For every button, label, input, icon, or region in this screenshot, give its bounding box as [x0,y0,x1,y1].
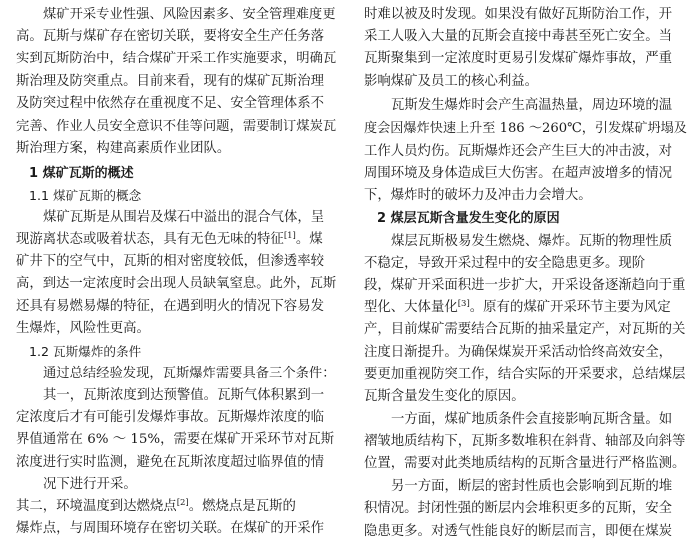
text-line [16,138,336,160]
line-text: 界值通常在 6% ～ 15%，需要在煤矿开采环节对瓦斯 [16,432,335,447]
text-line [391,231,687,253]
citation-ref: [2] [176,497,189,508]
line-text: 瓦斯聚集到一定浓度时更易引发煤矿爆炸事故，严重 [364,51,672,66]
line-text: 1.2 瓦斯爆炸的条件 [29,344,142,359]
line-text: 注度日渐提升。为确保煤炭开采活动恰终高效安全， [364,345,672,360]
line-text: 现游离状态或吸着状态，具有无色无味的特征 [16,232,284,247]
text-line [391,409,687,431]
text-line [364,48,687,70]
line-text: 影响煤矿及员工的核心利益。 [364,74,539,89]
text-line [16,452,336,474]
text-line [16,296,336,318]
text-line [364,342,687,364]
line-text: 煤层瓦斯极易发生燃烧、爆炸。瓦斯的物理性质 [391,234,673,249]
line-text: 完善、作业人员安全意识不佳等问题，需要制订煤炭瓦 [16,119,336,134]
line-text: 工作人员灼伤。瓦斯爆炸还会产生巨大的冲击波，对 [364,144,672,159]
text-line [16,26,336,48]
line-text: 高，到达一定浓度时会出现人员缺氧窒息。此外，瓦斯 [16,276,336,291]
line-text: 隐患更多。对透气性能良好的断层而言，即便在煤炭 [364,524,672,539]
text-line [16,116,336,138]
line-text: 不稳定，导致开采过程中的安全隐患更多。现阶 [364,256,646,271]
text-line [364,521,687,543]
line-text: 斯治理及防突重点。目前来看，现有的煤矿瓦斯治理 [16,74,324,89]
line-text: 其二，环境温度到达燃烧点 [16,499,177,514]
line-text: 下，爆炸时的破坏力及冲击力会增大。 [364,188,592,203]
line-text: 矿井下的空气中，瓦斯的相对密度较低，但渗透率较 [16,254,324,269]
text-line [16,407,336,429]
section-heading [377,208,687,230]
line-text-tail: 。原有的煤矿开采环节主要为风定 [469,300,671,315]
line-text: 一方面，煤矿地质条件会直接影响瓦斯含量。如 [391,412,673,427]
text-line [364,364,687,386]
text-line [43,385,336,407]
text-line [16,251,336,273]
line-text: 实到瓦斯防治中，结合煤矿开采工作实施要求，明确瓦 [16,51,336,66]
text-line [16,273,336,295]
text-line [391,476,687,498]
line-text: 度会因爆炸快速上升至 186 ～260℃，引发煤矿坍塌及 [364,121,687,136]
line-text: 煤矿开采专业性强、风险因素多、安全管理难度更 [43,7,336,22]
text-line [364,4,687,26]
line-text: 定浓度后才有可能引发爆炸事故。瓦斯爆炸浓度的临 [16,410,324,425]
text-line [364,498,687,520]
text-line [16,229,336,251]
line-text: 段，煤矿开采面积进一步扩大，开采设备逐渐趋向于重 [364,278,686,293]
citation-ref: [1] [283,230,296,241]
line-text: 高。瓦斯与煤矿存在密切关联，要将安全生产任务落 [16,29,324,44]
line-text: 通过总结经验发现，瓦斯爆炸需要具备三个条件： [43,366,336,381]
line-text: 其一，瓦斯浓度到达预警值。瓦斯气体积累到一 [43,388,325,403]
line-text: 生爆炸，风险性更高。 [16,321,150,336]
line-text: 1.1 煤矿瓦斯的概念 [29,188,142,203]
text-line [16,48,336,70]
line-text: 积情况。封闭性强的断层内会堆积更多的瓦斯，安全 [364,501,672,516]
text-line [43,4,336,26]
text-line [43,363,336,385]
text-line [364,118,687,140]
line-text: 产，目前煤矿需要结合瓦斯的抽采量定产，对瓦斯的关 [364,322,686,337]
line-text: 煤矿瓦斯是从围岩及煤石中溢出的混合气体，呈 [43,210,325,225]
text-line [364,431,687,453]
text-line [364,297,687,319]
text-line [16,71,336,93]
line-text: 爆炸点，与周围环境存在密切关联。在煤矿的开采作 [16,521,324,536]
line-text: 浓度进行实时监测，避免在瓦斯浓度超过临界值的情 [16,455,324,470]
line-text: 瓦斯含量发生变化的原因。 [364,389,525,404]
text-line [16,429,336,451]
text-line [391,95,687,117]
text-line [364,185,687,207]
line-text: 瓦斯发生爆炸时会产生高温热量，周边环境的温 [391,98,673,113]
line-text: 位置，需要对此类地质结构的瓦斯含量进行严格监测。 [364,456,686,471]
line-text: 另一方面，断层的密封性质也会影响到瓦斯的堆 [391,479,673,494]
line-text: 要更加重视防突工作，结合实际的开采要求，总结煤层 [364,367,686,382]
text-line [43,207,336,229]
text-line [16,93,336,115]
text-line [16,318,336,340]
line-text: 1 煤矿瓦斯的概述 [29,166,134,181]
text-line [364,253,687,275]
text-line [364,141,687,163]
text-line [16,496,336,518]
text-line [364,319,687,341]
line-text: 况下进行开采。 [43,477,137,492]
subsection-heading [29,185,336,207]
line-text: 2 煤层瓦斯含量发生变化的原因 [377,211,560,226]
line-text: 褶皱地质结构下，瓦斯多数堆积在斜背、轴部及向斜等 [364,434,686,449]
text-line [16,518,336,540]
line-text-tail: 。燃烧点是瓦斯的 [188,499,296,514]
line-text: 还具有易燃易爆的特征，在遇到明火的情况下容易发 [16,299,324,314]
line-text: 周围环境及身体造成巨大伤害。在超声波增多的情况 [364,166,672,181]
subsection-heading [29,341,336,363]
line-text: 斯治理方案，构建高素质作业团队。 [16,141,231,156]
section-heading [29,163,336,185]
line-text-tail: 。煤 [295,232,323,247]
text-line [43,474,336,496]
text-line [364,275,687,297]
line-text: 及防突过程中依然存在重视度不足、安全管理体系不 [16,96,324,111]
text-line [364,26,687,48]
line-text: 采工人吸入大量的瓦斯会直接中毒甚至死亡安全。当 [364,29,672,44]
text-line [364,453,687,475]
citation-ref: [3] [457,298,470,309]
text-line [364,386,687,408]
text-line [364,71,687,93]
text-line [364,163,687,185]
line-text: 时难以被及时发现。如果没有做好瓦斯防治工作，开 [364,7,672,22]
line-text: 型化、大体量化 [364,300,458,315]
